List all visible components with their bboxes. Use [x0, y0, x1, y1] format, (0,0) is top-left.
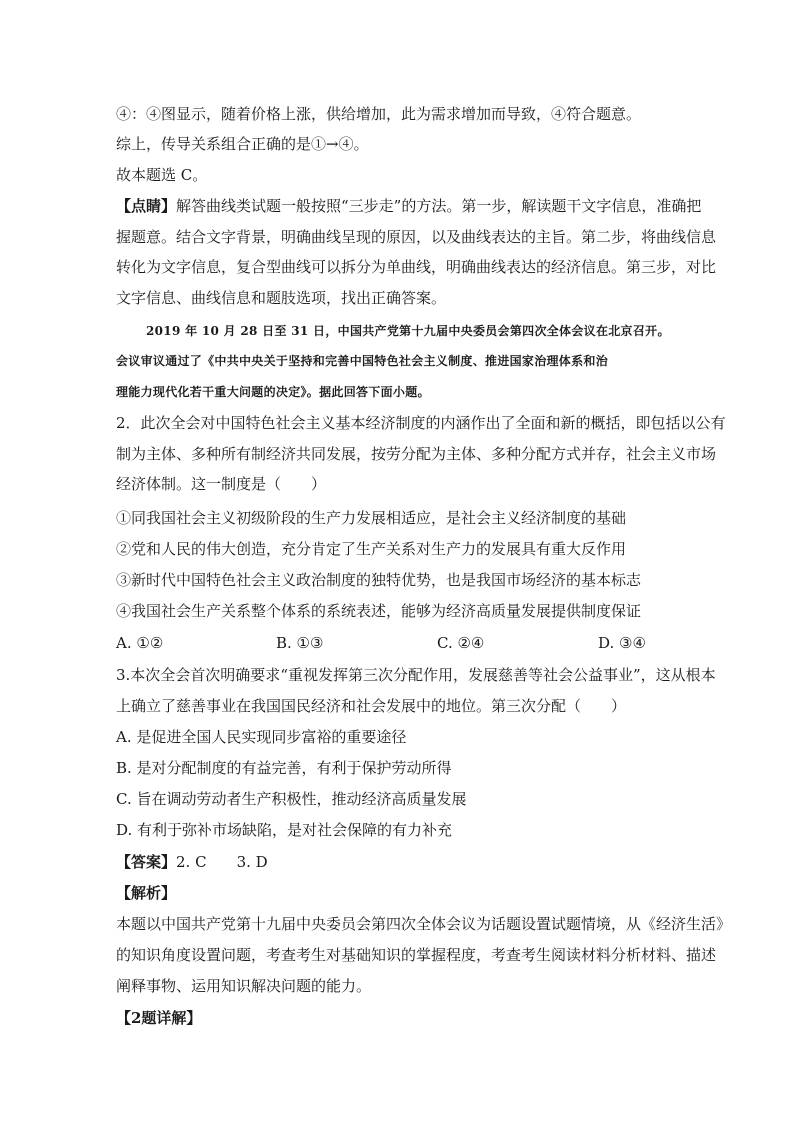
question-3-option-c: C. 旨在调动劳动者生产积极性，推动经济高质量发展: [116, 790, 467, 808]
question-2-statement-1: ①同我国社会主义初级阶段的生产力发展相适应，是社会主义经济制度的基础: [116, 509, 627, 527]
answer-tag: 【答案】: [116, 853, 177, 871]
tip-tag: 【点睛】: [116, 197, 177, 215]
analysis-tag: 【解析】: [116, 884, 177, 902]
question-3-option-a: A. 是促进全国人民实现同步富裕的重要途径: [116, 728, 407, 746]
paragraph-option4-analysis: ④：④图显示，随着价格上涨，供给增加，此为需求增加而导致，④符合题意。: [116, 105, 642, 123]
analysis-line-1: 本题以中国共产党第十九届中央委员会第四次全体会议为话题设置试题情境，从《经济生活》: [116, 915, 732, 933]
question-2-statement-3: ③新时代中国特色社会主义政治制度的独特优势，也是我国市场经济的基本标志: [116, 571, 642, 589]
material-line-2: 会议审议通过了《中共中央关于坚持和完善中国特色社会主义制度、推进国家治理体系和治: [116, 354, 609, 368]
question-2-statement-4: ④我国社会生产关系整个体系的系统表述，能够为经济高质量发展提供制度保证: [116, 602, 642, 620]
question-2-option-b: B. ①③: [276, 634, 324, 652]
tip-paragraph-line-2: 握题意。结合文字背景，明确曲线呈现的原因，以及曲线表达的主旨。第二步，将曲线信息: [116, 228, 717, 246]
question-3-option-b: B. 是对分配制度的有益完善，有利于保护劳动所得: [116, 759, 452, 777]
tip-text-1: 解答曲线类试题一般按照“三步走”的方法。第一步，解读题干文字信息，准确把: [176, 197, 702, 215]
answer-text: 2. C 3. D: [176, 853, 268, 871]
question-3-option-d: D. 有利于弥补市场缺陷，是对社会保障的有力补充: [116, 821, 453, 839]
answer-line: [116, 852, 696, 872]
question-3-line-2: 上确立了慈善事业在我国国民经济和社会发展中的地位。第三次分配（ ）: [116, 697, 627, 715]
analysis-line-3: 阐释事物、运用知识解决问题的能力。: [116, 977, 372, 995]
paragraph-conclusion: 故本题选 C。: [116, 166, 208, 184]
question-2-line-3: 经济体制。这一制度是（ ）: [116, 475, 327, 493]
question-2-line-1: 2．此次全会对中国特色社会主义基本经济制度的内涵作出了全面和新的概括，即包括以公有: [116, 414, 726, 432]
question-2-option-c: C. ②④: [437, 634, 485, 652]
tip-paragraph-line-4: 文字信息、曲线信息和题肢选项，找出正确答案。: [116, 289, 447, 307]
analysis-line-2: 的知识角度设置问题，考查考生对基础知识的掌握程度，考查考生阅读材料分析材料、描述: [116, 946, 717, 964]
material-line-3: 理能力现代化若干重大问题的决定》。据此回答下面小题。: [116, 385, 430, 399]
question-3-line-1: 3.本次全会首次明确要求“重视发挥第三次分配作用，发展慈善等社会公益事业”，这从根本: [116, 666, 716, 684]
tip-paragraph-line-3: 转化为文字信息，复合型曲线可以拆分为单曲线，明确曲线表达的经济信息。第三步，对比: [116, 258, 717, 276]
paragraph-summary: 综上，传导关系组合正确的是①→④。: [116, 135, 369, 153]
question-2-option-a: A. ①②: [116, 634, 164, 652]
tip-paragraph-line-1: [116, 196, 702, 216]
question-2-line-2: 制为主体、多种所有制经济共同发展，按劳分配为主体、多种分配方式并存，社会主义市场: [116, 445, 717, 463]
question-2-statement-2: ②党和人民的伟大创造，充分肯定了生产关系对生产力的发展具有重大反作用: [116, 540, 627, 558]
detail-tag: 【2题详解】: [116, 1009, 202, 1027]
question-2-option-d: D. ③④: [598, 634, 646, 652]
material-line-1: 2019 年 10 月 28 日至 31 日，中国共产党第十九届中央委员会第四次全体会议在北京召开。: [146, 324, 670, 338]
